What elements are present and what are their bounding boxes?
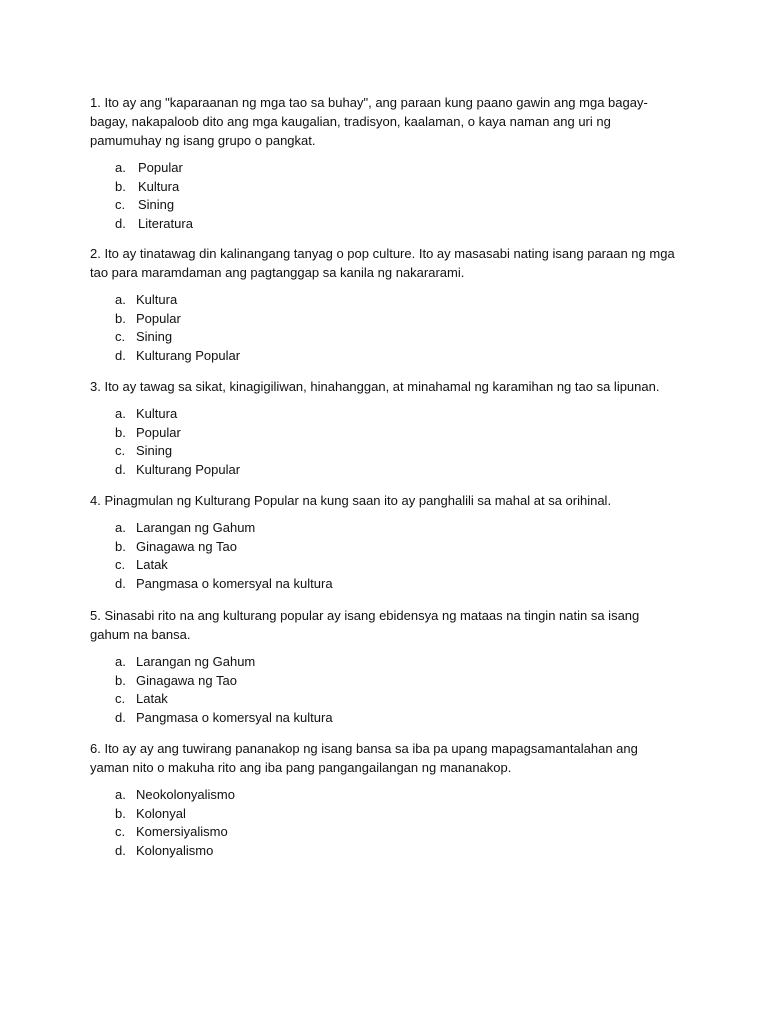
- choice-text: Kolonyal: [136, 805, 186, 821]
- choice-item: [115, 328, 680, 347]
- choice-letter: a.: [115, 654, 126, 669]
- choice-text: Larangan ng Gahum: [136, 520, 256, 535]
- choice-item: [115, 690, 680, 709]
- choice-letter: c.: [115, 329, 126, 345]
- choice-item: [115, 424, 690, 443]
- choice-item: [115, 310, 680, 329]
- choice-item: [115, 159, 680, 178]
- question-text: 6. Ito ay ay ang tuwirang pananakop ng isang bansa sa iba pa upang mapagsamantalahan ang yaman nito o makuha rito ang iba pang pangangailangan ng mananakop.: [90, 741, 638, 775]
- choice-letter: b.: [115, 805, 126, 821]
- choice-list: [115, 159, 680, 233]
- question-4: [90, 491, 690, 593]
- question-6: [90, 739, 680, 860]
- question-2: [90, 244, 680, 365]
- choice-letter: c.: [115, 557, 126, 573]
- choice-text: Kultura: [136, 292, 178, 307]
- choice-text: Sining: [138, 197, 175, 213]
- choice-text: Sining: [136, 329, 173, 345]
- choice-list: [115, 786, 680, 860]
- choice-text: Popular: [136, 310, 181, 326]
- question-text: 2. Ito ay tinatawag din kalinangang tanyag o pop culture. Ito ay masasabi nating isang paraan ng mga tao para maramdaman ang pagtanggap sa kanila ng nakararami.: [90, 246, 675, 280]
- choice-item: [115, 291, 680, 310]
- choice-text: Popular: [136, 424, 181, 440]
- choice-item: [115, 709, 680, 728]
- question-text: 4. Pinagmulan ng Kulturang Popular na kung saan ito ay panghalili sa mahal at sa orihinal.: [90, 493, 612, 508]
- choice-list: [115, 405, 690, 479]
- choice-list: [115, 653, 680, 727]
- choice-letter: d.: [115, 709, 126, 725]
- choice-letter: a.: [115, 292, 126, 307]
- choice-letter: c.: [115, 197, 126, 213]
- choice-text: Pangmasa o komersyal na kultura: [136, 575, 333, 591]
- choice-item: [115, 519, 690, 538]
- choice-text: Larangan ng Gahum: [136, 654, 256, 669]
- question-text: 5. Sinasabi rito na ang kulturang popular ay isang ebidensya ng mataas na tingin natin sa isang gahum na bansa.: [90, 608, 640, 642]
- question-text: 3. Ito ay tawag sa sikat, kinagigiliwan, hinahanggan, at minahamal ng karamihan ng tao sa lipunan.: [90, 379, 660, 394]
- choice-letter: d.: [115, 842, 126, 858]
- choice-text: Literatura: [138, 215, 193, 231]
- choice-item: [115, 575, 690, 594]
- choice-item: [115, 405, 690, 424]
- choice-text: Pangmasa o komersyal na kultura: [136, 709, 333, 725]
- choice-item: [115, 805, 680, 824]
- question-5: [90, 606, 680, 727]
- choice-item: [115, 347, 680, 366]
- choice-text: Kolonyalismo: [136, 842, 214, 858]
- choice-letter: a.: [115, 406, 126, 421]
- choice-text: Latak: [136, 691, 168, 707]
- choice-text: Ginagawa ng Tao: [136, 538, 237, 554]
- choice-text: Neokolonyalismo: [136, 787, 235, 802]
- choice-letter: b.: [115, 178, 126, 194]
- choice-text: Kulturang Popular: [136, 347, 241, 363]
- choice-item: [115, 842, 680, 861]
- choice-item: [115, 672, 680, 691]
- choice-item: [115, 215, 680, 234]
- choice-item: [115, 196, 680, 215]
- choice-text: Kultura: [138, 178, 180, 194]
- choice-item: [115, 556, 690, 575]
- choice-letter: b.: [115, 424, 126, 440]
- question-1: [90, 93, 680, 233]
- question-text: 1. Ito ay ang "kaparaanan ng mga tao sa buhay", ang paraan kung paano gawin ang mga bagay-bagay, nakapaloob dito ang mga kaugalian, tradisyon, kaalaman, o kaya naman ang uri ng pamumuhay ng isang grupo o pangkat.: [90, 95, 648, 148]
- choice-item: [115, 786, 680, 805]
- choice-text: Latak: [136, 557, 168, 573]
- choice-letter: a.: [115, 787, 126, 802]
- choice-list: [115, 519, 690, 593]
- choice-item: [115, 653, 680, 672]
- choice-text: Kultura: [136, 406, 178, 421]
- choice-letter: b.: [115, 672, 126, 688]
- choice-letter: d.: [115, 575, 126, 591]
- choice-letter: a.: [115, 520, 126, 535]
- choice-list: [115, 291, 680, 365]
- choice-letter: a.: [115, 160, 126, 175]
- choice-text: Popular: [138, 160, 183, 175]
- choice-text: Komersiyalismo: [136, 824, 228, 840]
- choice-item: [115, 823, 680, 842]
- choice-text: Ginagawa ng Tao: [136, 672, 237, 688]
- choice-item: [115, 442, 690, 461]
- choice-letter: c.: [115, 824, 126, 840]
- choice-text: Kulturang Popular: [136, 461, 241, 477]
- choice-letter: d.: [115, 461, 126, 477]
- question-3: [90, 377, 690, 479]
- choice-text: Sining: [136, 443, 173, 459]
- choice-letter: d.: [115, 347, 126, 363]
- choice-letter: c.: [115, 691, 126, 707]
- choice-item: [115, 461, 690, 480]
- choice-letter: d.: [115, 215, 126, 231]
- choice-item: [115, 178, 680, 197]
- choice-letter: b.: [115, 538, 126, 554]
- choice-letter: c.: [115, 443, 126, 459]
- choice-letter: b.: [115, 310, 126, 326]
- choice-item: [115, 538, 690, 557]
